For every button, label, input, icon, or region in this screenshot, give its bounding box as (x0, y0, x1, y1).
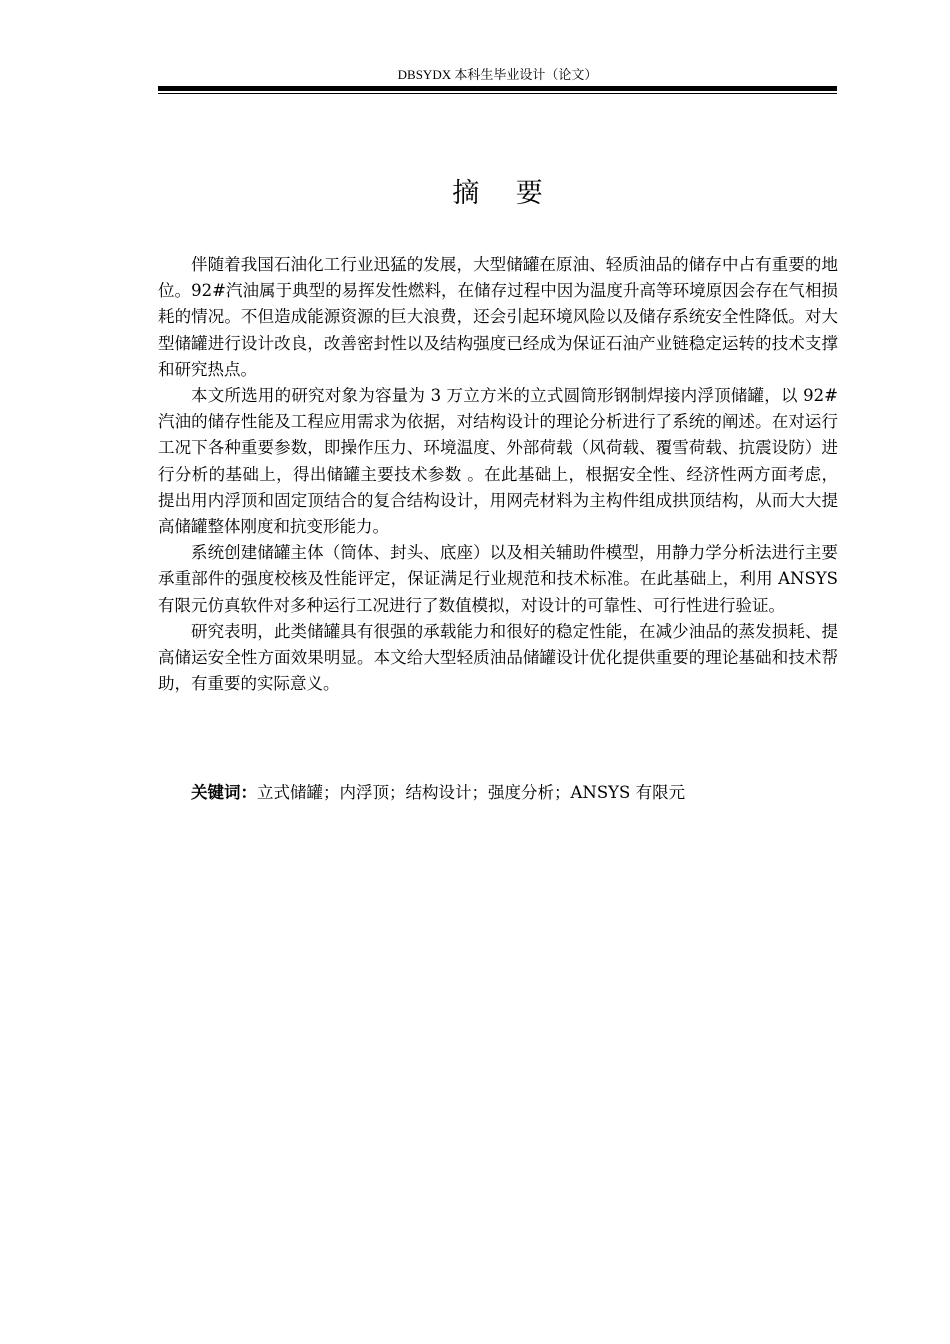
abstract-paragraph-3: 系统创建储罐主体（筒体、封头、底座）以及相关辅助件模型，用静力学分析法进行主要承重部件的强度校核及性能评定，保证满足行业规范和技术标准。在此基础上，利用 ANSYS 有限元仿真软件对多种运行工况进行了数值模拟，对设计的可靠性、可行性进行验证。 (158, 543, 838, 615)
abstract-body (158, 252, 838, 697)
keywords-items: 立式储罐；内浮顶；结构设计；强度分析；ANSYS 有限元 (257, 783, 686, 802)
page-header: DBSYDX 本科生毕业设计（论文） (397, 67, 598, 82)
header-rule-thick (158, 86, 837, 91)
abstract-paragraph-4: 研究表明，此类储罐具有很强的承载能力和很好的稳定性能，在减少油品的蒸发损耗、提高储运安全性方面效果明显。本文给大型轻质油品储罐设计优化提供重要的理论基础和技术帮助，有重要的实际意义。 (158, 621, 838, 694)
abstract-paragraph-2: 本文所选用的研究对象为容量为 3 万立方米的立式圆筒形钢制焊接内浮顶储罐，以 92#汽油的储存性能及工程应用需求为依据，对结构设计的理论分析进行了系统的阐述。在对运行工况下各种重要参数，即操作压力、环境温度、外部荷载（风荷载、覆雪荷载、抗震设防）进行分析的基础上，得出储罐主要技术参数 。在此基础上，根据安全性、经济性两方面考虑，提出用内浮顶和固定顶结合的复合结构设计，用网壳材料为主构件组成拱顶结构，从而大大提高储罐整体刚度和抗变形能力。 (158, 386, 838, 537)
keywords-line (158, 780, 838, 806)
header-rule-thin (158, 93, 837, 94)
abstract-paragraph-1: 伴随着我国石油化工行业迅猛的发展，大型储罐在原油、轻质油品的储存中占有重要的地位。92#汽油属于典型的易挥发性燃料，在储存过程中因为温度升高等环境原因会存在气相损耗的情况。不但造成能源资源的巨大浪费，还会引起环境风险以及储存系统安全性降低。对大型储罐进行设计改良，改善密封性以及结构强度已经成为保证石油产业链稳定运转的技术支撑和研究热点。 (158, 255, 838, 379)
keywords-label: 关键词： (191, 783, 257, 802)
abstract-title: 摘 要 (452, 178, 557, 209)
